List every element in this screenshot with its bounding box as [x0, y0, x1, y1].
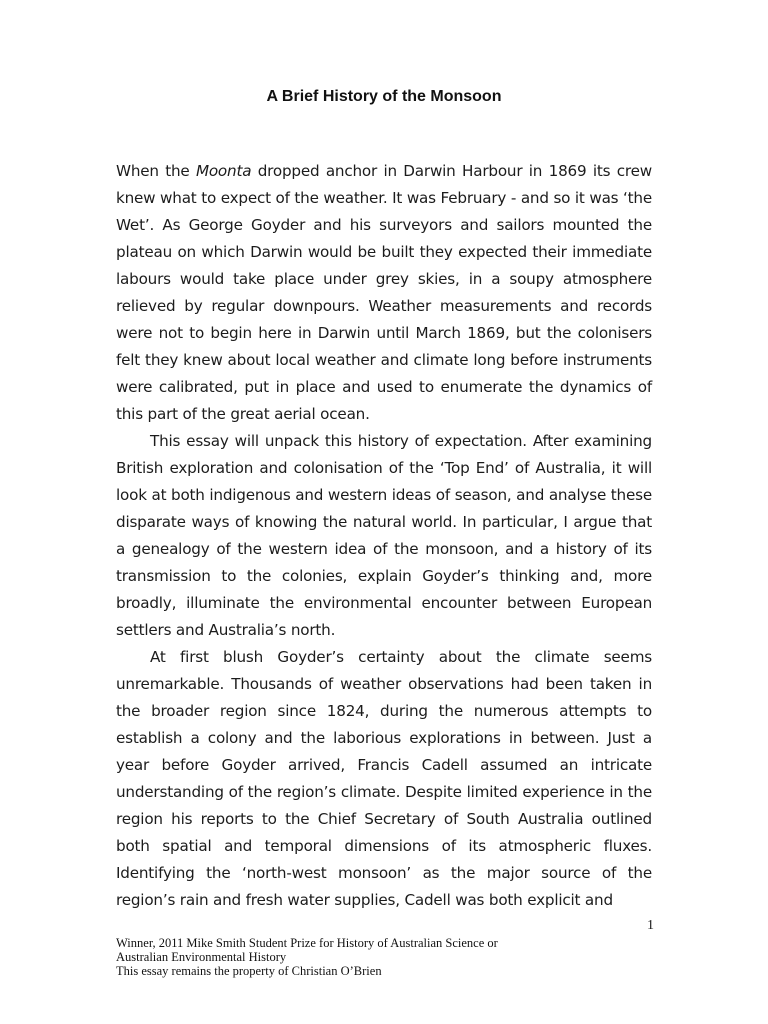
paragraph-1-start: When the: [116, 162, 196, 180]
paragraph-3: At first blush Goyder’s certainty about the climate seems unremarkable. Thousands of weather observations had been taken in the broader region since 1824, during the numerous attempts to establish a colony and the laborious explorations in between. Just a year before Goyder arrived, Francis Cadell assumed an intricate understanding of the region’s climate. Despite limited experience in the region his reports to the Chief Secretary of South Australia outlined both spatial and temporal dimensions of its atmospheric fluxes. Identifying the ‘north-west monsoon’ as the major source of the region’s rain and fresh water supplies, Cadell was both explicit and: [116, 648, 652, 909]
document-title: A Brief History of the Monsoon: [266, 88, 502, 105]
footer-line-property: This essay remains the property of Christian O’Brien: [116, 964, 382, 978]
footer: [116, 936, 676, 978]
document-body: [116, 158, 652, 914]
footer-line-category: Australian Environmental History: [116, 950, 287, 964]
page-number: 1: [647, 918, 654, 933]
footer-line-award: Winner, 2011 Mike Smith Student Prize for History of Australian Science or: [116, 936, 498, 950]
paragraph-1-rest: dropped anchor in Darwin Harbour in 1869 its crew knew what to expect of the weather. It was February - and so it was ‘the Wet’. As George Goyder and his surveyors and sailors mounted the plateau on which Darwin would be built they expected their immediate labours would take place under grey skies, in a soupy atmosphere relieved by regular downpours. Weather measurements and records were not to begin here in Darwin until March 1869, but the colonisers felt they knew about local weather and climate long before instruments were calibrated, put in place and used to enumerate the dynamics of this part of the great aerial ocean.: [116, 162, 652, 423]
ship-name-italic: Moonta: [195, 162, 252, 180]
paragraph-2: This essay will unpack this history of expectation. After examining British exploration and colonisation of the ‘Top End’ of Australia, it will look at both indigenous and western ideas of season, and analyse these disparate ways of knowing the natural world. In particular, I argue that a genealogy of the western idea of the monsoon, and a history of its transmission to the colonies, explain Goyder’s thinking and, more broadly, illuminate the environmental encounter between European settlers and Australia’s north.: [116, 432, 652, 639]
paragraph-1: [116, 158, 652, 428]
